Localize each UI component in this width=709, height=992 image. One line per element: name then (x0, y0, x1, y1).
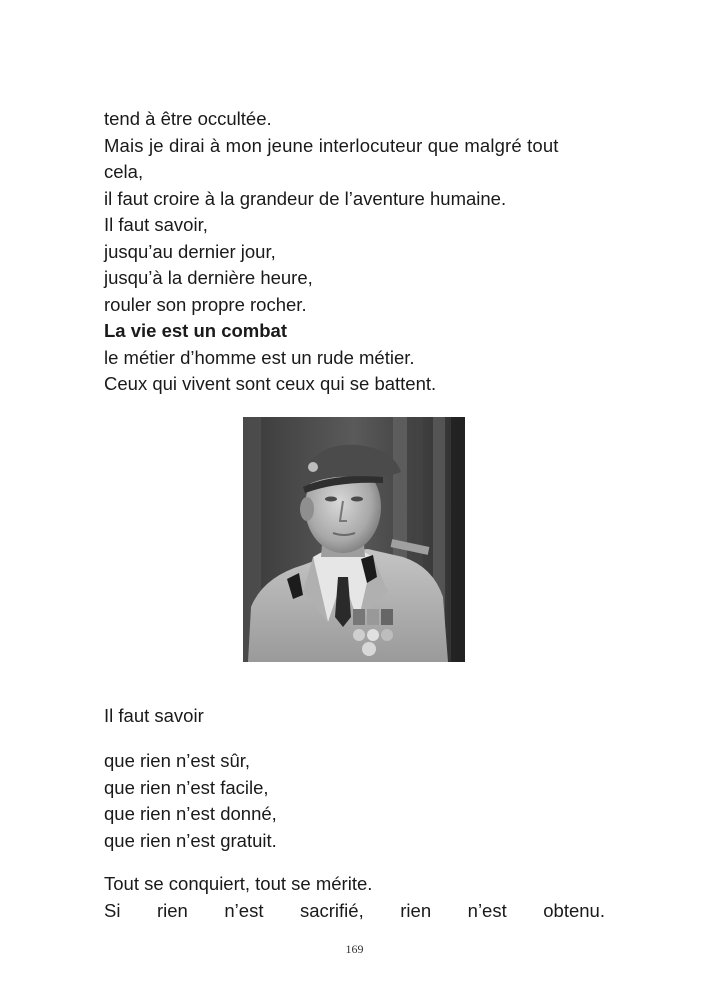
verse-line: le métier d’homme est un rude métier. (104, 346, 415, 368)
word: obtenu. (543, 899, 605, 921)
verse-line-justified (104, 898, 605, 925)
verse-end (104, 871, 605, 924)
page-number: 169 (345, 942, 364, 956)
verse-line: que rien n’est gratuit. (104, 829, 277, 851)
word: n’est (467, 899, 507, 921)
verse-line: Il faut savoir, (104, 214, 208, 235)
verse-mid (104, 703, 605, 730)
word: Si (104, 899, 121, 921)
portrait-image (243, 417, 465, 662)
verse-line: Tout se conquiert, tout se mérite. (104, 873, 373, 894)
word: rien (156, 899, 188, 921)
verse-top (104, 106, 605, 398)
verse-line: Ceux qui vivent sont ceux qui se battent. (104, 373, 437, 394)
verse-line: jusqu’au dernier jour, (104, 240, 276, 262)
verse-list (104, 748, 605, 854)
word: sacrifié, (299, 899, 364, 921)
verse-line: rouler son propre rocher. (104, 293, 307, 315)
verse-line: que rien n’est facile, (104, 776, 269, 798)
verse-line: Il faut savoir (104, 705, 204, 726)
verse-line: jusqu’à la dernière heure, (104, 267, 313, 288)
verse-line: il faut croire à la grandeur de l’aventure humaine. (104, 187, 507, 209)
word: n’est (224, 899, 264, 921)
word: rien (400, 899, 432, 921)
verse-line: Mais je dirai à mon jeune interlocuteur que malgré tout (104, 134, 559, 156)
verse-line: cela, (104, 161, 144, 182)
verse-line-emphasis: La vie est un combat (104, 320, 287, 341)
verse-line: tend à être occultée. (104, 108, 272, 129)
verse-line: que rien n’est donné, (104, 803, 277, 824)
verse-line: que rien n’est sûr, (104, 750, 251, 771)
officer-portrait-photo (243, 417, 465, 662)
